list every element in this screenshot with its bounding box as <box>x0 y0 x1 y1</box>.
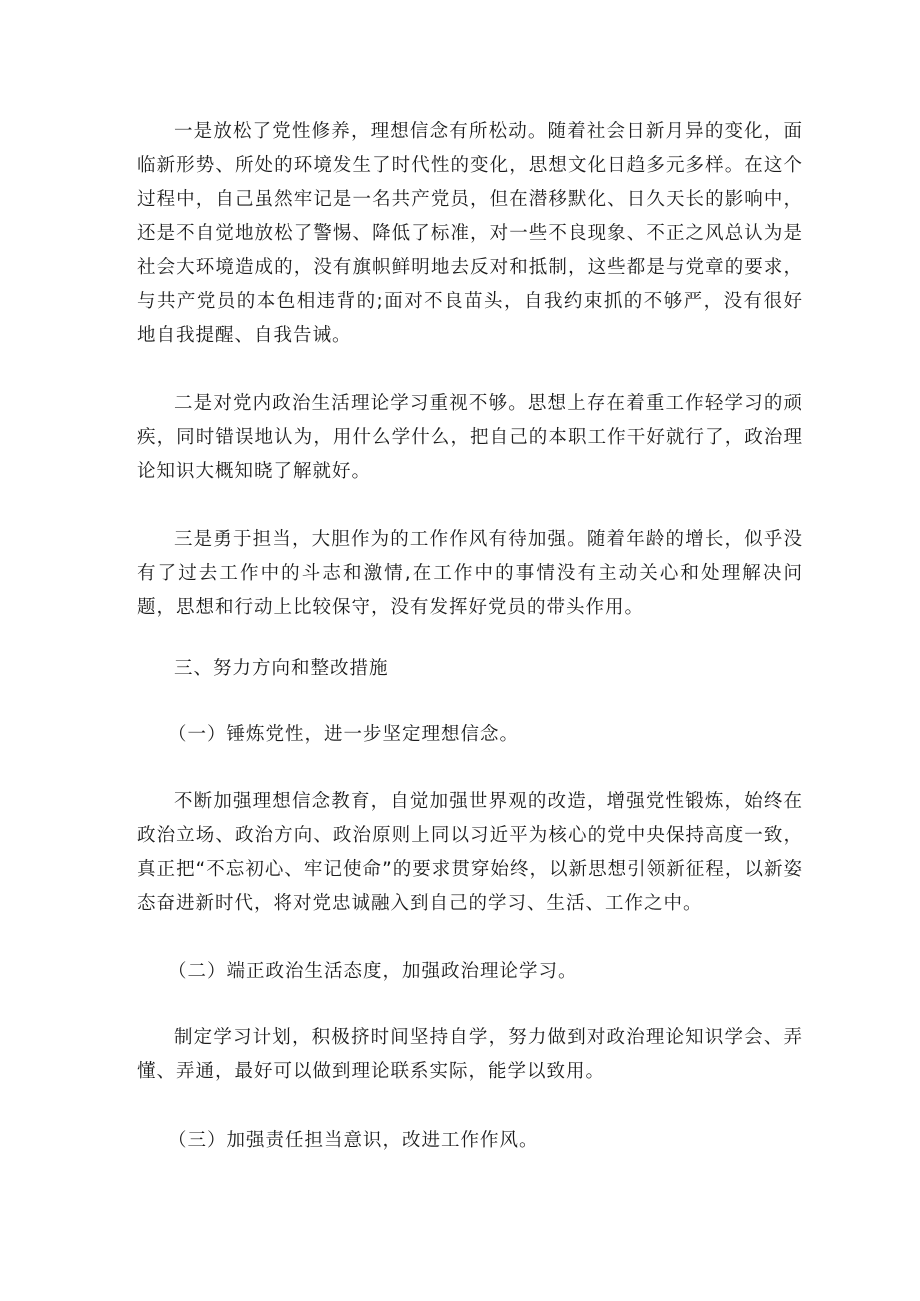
paragraph-party-spirit: 一是放松了党性修养，理想信念有所松动。随着社会日新月异的变化，面临新形势、所处的环境发生了时代性的变化，思想文化日趋多元多样。在这个过程中，自己虽然牢记是一名共产党员，但在潜移默化、日久天长的影响中，还是不自觉地放松了警惕、降低了标准，对一些不良现象、不正之风总认为是社会大环境造成的，没有旗帜鲜明地去反对和抵制，这些都是与党章的要求，与共产党员的本色相违背的;面对不良苗头，自我约束抓的不够严，没有很好地自我提醒、自我告诫。 <box>137 121 803 346</box>
sub-heading-one: （一）锤炼党性，进一步坚定理想信念。 <box>168 724 520 745</box>
sub-heading-two: （二）端正政治生活态度，加强政治理论学习。 <box>168 961 578 982</box>
paragraph-ideal-education: 不断加强理想信念教育，自觉加强世界观的改造，增强党性锻炼，始终在政治立场、政治方向、政治原则上同以习近平为核心的党中央保持高度一致，真正把“不忘初心、牢记使命”的要求贯穿始终，以新思想引领新征程，以新姿态奋进新时代，将对党忠诚融入到自己的学习、生活、工作之中。 <box>137 791 803 914</box>
section-heading-rectification: 三、努力方向和整改措施 <box>174 658 389 679</box>
paragraph-theory-study: 二是对党内政治生活理论学习重视不够。思想上存在着重工作轻学习的顽疾，同时错误地认为，用什么学什么，把自己的本职工作干好就行了，政治理论知识大概知晓了解就好。 <box>137 393 803 482</box>
paragraph-study-plan: 制定学习计划，积极挤时间坚持自学，努力做到对政治理论知识学会、弄懂、弄通，最好可以做到理论联系实际，能学以致用。 <box>137 1027 803 1082</box>
paragraph-work-style: 三是勇于担当，大胆作为的工作作风有待加强。随着年龄的增长，似乎没有了过去工作中的斗志和激情,在工作中的事情没有主动关心和处理解决问题，思想和行动上比较保守，没有发挥好党员的带头作用。 <box>137 529 803 618</box>
sub-heading-three: （三）加强责任担当意识，改进工作作风。 <box>168 1130 539 1151</box>
